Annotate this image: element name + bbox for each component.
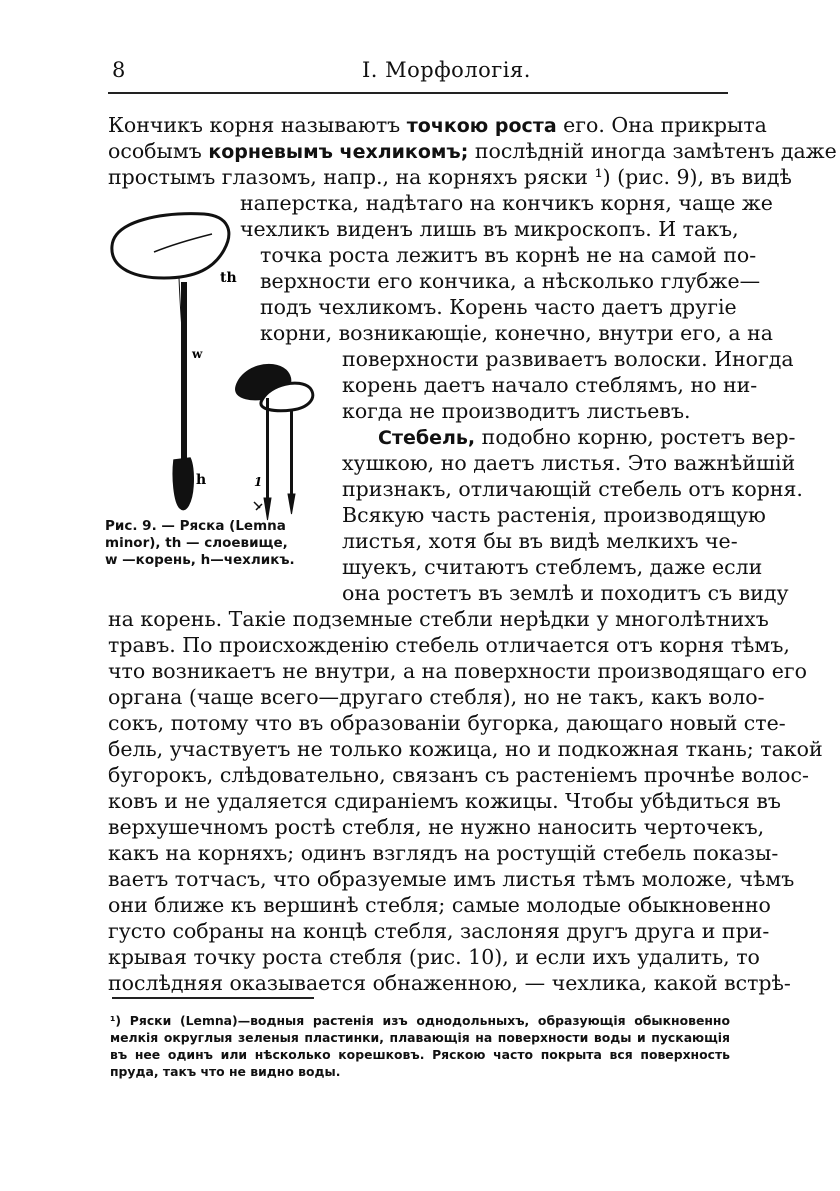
page-header	[112, 58, 726, 88]
text-line: ковъ и не удаляется сдиранiемъ кожицы. Чтобы убѣдиться въ	[108, 789, 781, 813]
text-line: бель, участвуетъ не только кожица, но и подкожная ткань; такой	[108, 737, 823, 761]
text-line: особымъ корневымъ чехликомъ; послѣднiй иногда замѣтенъ даже	[108, 139, 837, 163]
footnote-line: мелкiя округлыя зеленыя пластинки, плавающiя на поверхности воды и пускающiя	[110, 1030, 730, 1045]
text-line: наперстка, надѣтаго на кончикъ корня, чаще же	[240, 191, 773, 215]
lemna-small-plants	[236, 364, 313, 520]
text-line: шуекъ, считаютъ стеблемъ, даже если	[342, 555, 763, 579]
footnote-line: ¹) Ряски (Lemna)—водныя растенiя изъ однодольныхъ, образующiя обыкновенно	[110, 1013, 730, 1028]
caption-line: minor), th — слоевище,	[105, 535, 288, 551]
text-line: Стебель, подобно корню, ростетъ вер-	[378, 425, 796, 449]
text-line: признакъ, отличающiй стебель отъ корня.	[342, 477, 803, 501]
term-stem: Стебель,	[378, 427, 476, 449]
text-line: верхушечномъ ростѣ стебля, не нужно наносить черточекъ,	[108, 815, 765, 839]
text-line: густо собраны на концѣ стебля, заслоняя другъ друга и при-	[108, 919, 770, 943]
text-line: какъ на корняхъ; одинъ взглядъ на ростущiй стебель показы-	[108, 841, 779, 865]
text-line: бугорокъ, слѣдовательно, связанъ съ растенiемъ прочнѣе волос-	[108, 763, 809, 787]
text-line: поверхности развиваетъ волоски. Иногда	[342, 347, 794, 371]
header-rule	[108, 92, 728, 94]
text-line: простымъ глазомъ, напр., на корняхъ ряски ¹) (рис. 9), въ видѣ	[108, 165, 792, 189]
text-line: точка роста лежитъ въ корнѣ не на самой по-	[260, 243, 757, 267]
text-line: верхности его кончика, а нѣсколько глубже—	[260, 269, 761, 293]
text-line: травъ. По происхожденiю стебель отличается отъ корня тѣмъ,	[108, 633, 790, 657]
text-line: Кончикъ корня называютъ точкою роста его. Она прикрыта	[108, 113, 767, 137]
text-line: ваетъ тотчасъ, что образуемые имъ листья тѣмъ моложе, чѣмъ	[108, 867, 795, 891]
text-line: на корень. Такiе подземные стебли нерѣдки у многолѣтнихъ	[108, 607, 769, 631]
text-line: крывая точку роста стебля (рис. 10), и если ихъ удалить, то	[108, 945, 760, 969]
lemna-large-plant	[112, 214, 229, 510]
page-number: 8	[112, 58, 126, 82]
text-line: хушкою, но даетъ листья. Это важнѣйшiй	[342, 451, 796, 475]
caption-line: Рис. 9. — Ряска (Lemna	[105, 518, 286, 534]
text-line: корни, возникающiе, конечно, внутри его, а на	[260, 321, 774, 345]
running-title: I. Морфологiя.	[362, 58, 531, 82]
text-line: чехликъ виденъ лишь въ микроскопъ. И такъ,	[240, 217, 739, 241]
text-line: листья, хотя бы въ видѣ мелкихъ че-	[342, 529, 738, 553]
text-line: они ближе къ вершинѣ стебля; самые молодые обыкновенно	[108, 893, 771, 917]
label-h: h	[196, 472, 207, 488]
text-line: послѣдняя оказывается обнаженною, — чехлика, какой встрѣ-	[108, 971, 791, 995]
term-growth-point: точкою роста	[406, 115, 557, 137]
text-line: что возникаетъ не внутри, а на поверхности производящаго его	[108, 659, 807, 683]
footnote-rule	[112, 997, 314, 999]
text-line: она ростетъ въ землѣ и походитъ съ виду	[342, 581, 789, 605]
label-w: w	[192, 347, 203, 361]
label-1: 1	[254, 475, 263, 489]
caption-line: w —корень, h—чехликъ.	[105, 552, 295, 568]
footnote	[110, 1012, 730, 1080]
term-root-cap: корневымъ чехликомъ;	[208, 141, 469, 163]
text-line: когда не производитъ листьевъ.	[342, 399, 691, 423]
figure-caption	[105, 518, 315, 569]
lemna-figure	[104, 202, 334, 522]
footnote-line: пруда, такъ что не видно воды.	[110, 1064, 341, 1079]
text-line: сокъ, потому что въ образованiи бугорка, дающаго новый сте-	[108, 711, 786, 735]
text-line: подъ чехликомъ. Корень часто даетъ другiе	[260, 295, 737, 319]
footnote-line: въ нее одинъ или нѣсколько корешковъ. Ряскою часто покрыта вся поверхность	[110, 1047, 730, 1062]
label-th: th	[220, 270, 237, 286]
text-line: корень даетъ начало стеблямъ, но ни-	[342, 373, 758, 397]
text-line: Всякую часть растенiя, производящую	[342, 503, 766, 527]
text-line: органа (чаще всего—другаго стебля), но не такъ, какъ воло-	[108, 685, 765, 709]
